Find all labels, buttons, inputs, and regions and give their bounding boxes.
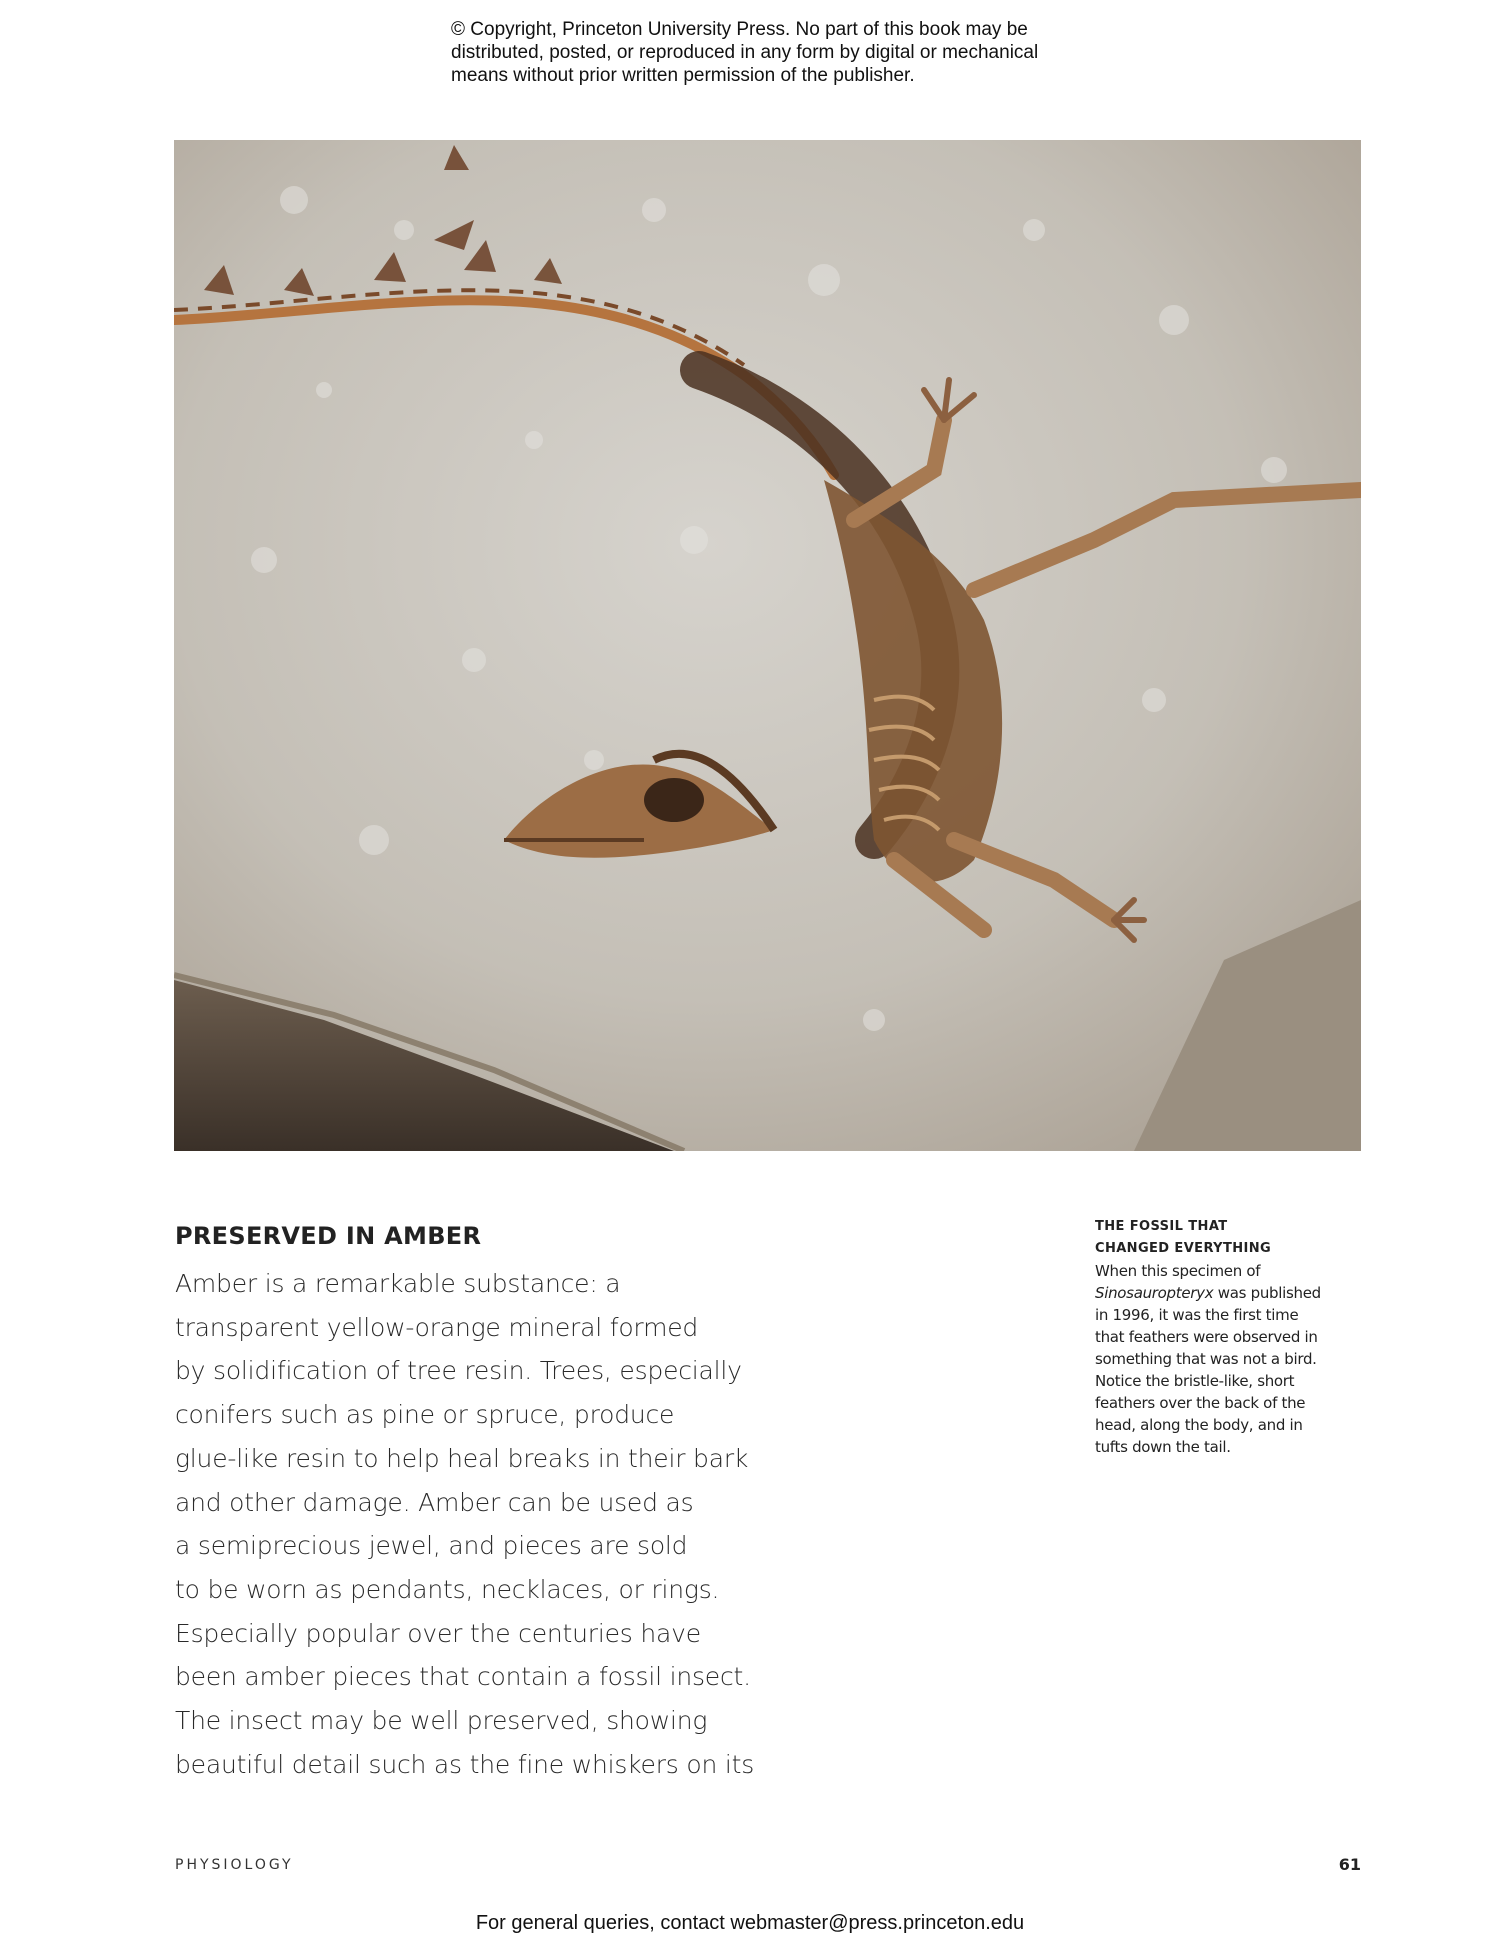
caption-title: THE FOSSIL THAT: [1095, 1219, 1228, 1234]
caption-line-rest: was published: [1213, 1284, 1321, 1302]
species-name: Sinosauropteryx: [1095, 1284, 1214, 1302]
fossil-illustration: [174, 140, 1361, 1151]
body-line: by solidification of tree resin. Trees, especially: [175, 1356, 742, 1386]
caption-line: tufts down the tail.: [1095, 1438, 1231, 1456]
body-line: The insect may be well preserved, showing: [175, 1706, 708, 1736]
caption-title: CHANGED EVERYTHING: [1095, 1241, 1272, 1256]
caption-line: feathers over the back of the: [1095, 1394, 1306, 1412]
body-line: Amber is a remarkable substance: a: [175, 1269, 621, 1298]
copyright-notice: [451, 18, 1091, 87]
caption-line: Notice the bristle-like, short: [1095, 1372, 1295, 1390]
section-heading: PRESERVED IN AMBER: [175, 1222, 482, 1250]
caption-line: something that was not a bird.: [1095, 1350, 1317, 1368]
copyright-line: means without prior written permission of the publisher.: [451, 65, 915, 86]
fossil-photograph: [174, 140, 1361, 1151]
body-line: been amber pieces that contain a fossil insect.: [175, 1662, 751, 1692]
copyright-line: distributed, posted, or reproduced in any form by digital or mechanical: [451, 42, 1039, 63]
contact-notice: For general queries, contact webmaster@press.princeton.edu: [475, 1912, 1025, 1934]
body-line: conifers such as pine or spruce, produce: [175, 1400, 675, 1430]
caption-line: When this specimen of: [1095, 1262, 1261, 1280]
body-line: transparent yellow-orange mineral formed: [175, 1312, 699, 1342]
body-line: glue-like resin to help heal breaks in their bark: [175, 1443, 749, 1473]
figure-caption: [1095, 1216, 1370, 1458]
page-number: 61: [1338, 1855, 1361, 1874]
body-line: Especially popular over the centuries have: [175, 1618, 701, 1648]
body-line: beautiful detail such as the fine whiskers on its: [175, 1749, 755, 1779]
copyright-line: © Copyright, Princeton University Press. No part of this book may be: [451, 19, 1028, 40]
body-line: to be worn as pendants, necklaces, or rings.: [175, 1574, 720, 1604]
body-line: and other damage. Amber can be used as: [175, 1487, 694, 1517]
caption-line: [1095, 1282, 1370, 1304]
running-footer-section: PHYSIOLOGY: [175, 1857, 294, 1873]
body-line: a semiprecious jewel, and pieces are sold: [175, 1531, 688, 1561]
caption-line: that feathers were observed in: [1095, 1328, 1318, 1346]
caption-line: in 1996, it was the first time: [1095, 1306, 1299, 1324]
caption-line: head, along the body, and in: [1095, 1416, 1303, 1434]
article-body: [175, 1262, 795, 1786]
